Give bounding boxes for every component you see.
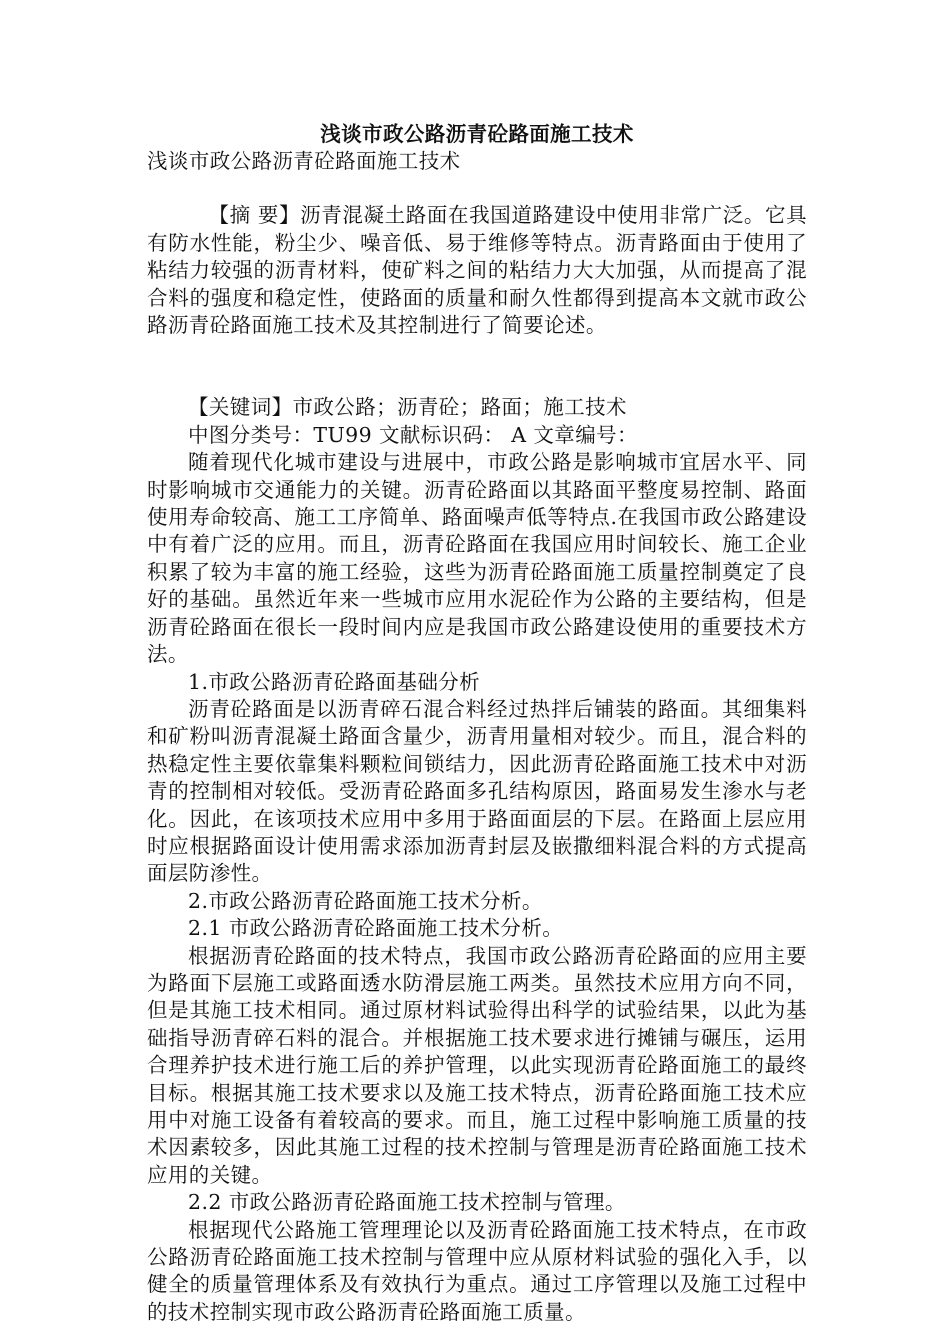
abstract-paragraph: 【摘 要】沥青混凝土路面在我国道路建设中使用非常广泛。它具有防水性能，粉尘少、噪音低、易于维修等特点。沥青路面由于使用了粘结力较强的沥青材料，使矿料之间的粘结力大大加强，从而提高了混合料的强度和稳定性，使路面的质量和耐久性都得到提高本文就市政公路沥青砼路面施工技术及其控制进行了简要论述。 (147, 203, 807, 338)
section-2-2-paragraph: 根据现代公路施工管理理论以及沥青砼路面施工技术特点，在市政公路沥青砼路面施工技术控制与管理中应从原材料试验的强化入手，以健全的质量管理体系及有效执行为重点。通过工序管理以及施工过程中的技术控制实现市政公路沥青砼路面施工质量。 (147, 1217, 807, 1324)
section-2-1-paragraph: 根据沥青砼路面的技术特点，我国市政公路沥青砼路面的应用主要为路面下层施工或路面透水防滑层施工两类。虽然技术应用方向不同，但是其施工技术相同。通过原材料试验得出科学的试验结果，以此为基础指导沥青碎石料的混合。并根据施工技术要求进行摊铺与碾压，运用合理养护技术进行施工后的养护管理，以此实现沥青砼路面施工的最终目标。根据其施工技术要求以及施工技术特点，沥青砼路面施工技术应用中对施工设备有着较高的要求。而且，施工过程中影响施工质量的技术因素较多，因此其施工过程的技术控制与管理是沥青砼路面施工技术应用的关键。 (147, 943, 807, 1187)
section-2-heading: 2.市政公路沥青砼路面施工技术分析。 (188, 888, 543, 913)
document-body (147, 121, 807, 1326)
section-2-1-heading: 2.1 市政公路沥青砼路面施工技术分析。 (188, 916, 564, 941)
keywords-line: 【关键词】市政公路；沥青砼；路面；施工技术 (188, 395, 627, 420)
section-2-2-heading: 2.2 市政公路沥青砼路面施工技术控制与管理。 (188, 1190, 626, 1215)
intro-paragraph: 随着现代化城市建设与进展中，市政公路是影响城市宜居水平、同时影响城市交通能力的关键。沥青砼路面以其路面平整度易控制、路面使用寿命较高、施工工序简单、路面噪声低等特点.在我国市政公路建设中有着广泛的应用。而且，沥青砼路面在我国应用时间较长、施工企业积累了较为丰富的施工经验，这些为沥青砼路面施工质量控制奠定了良好的基础。虽然近年来一些城市应用水泥砼作为公路的主要结构，但是沥青砼路面在很长一段时间内应是我国市政公路建设使用的重要技术方法。 (147, 450, 807, 667)
section-1-paragraph: 沥青砼路面是以沥青碎石混合料经过热拌后铺装的路面。其细集料和矿粉叫沥青混凝土路面含量少，沥青用量相对较少。而且，混合料的热稳定性主要依靠集料颗粒间锁结力，因此沥青砼路面施工技术中对沥青的控制相对较低。受沥青砼路面多孔结构原因，路面易发生渗水与老化。因此，在该项技术应用中多用于路面面层的下层。在路面上层应用时应根据路面设计使用需求添加沥青封层及嵌撒细料混合料的方式提高面层防渗性。 (147, 696, 807, 886)
section-1-heading: 1.市政公路沥青砼路面基础分析 (188, 669, 481, 694)
document-title: 浅谈市政公路沥青砼路面施工技术 (320, 122, 634, 146)
document-subtitle: 浅谈市政公路沥青砼路面施工技术 (147, 149, 461, 173)
classification-line: 中图分类号：TU99 文献标识码： A 文章编号： (188, 422, 638, 447)
